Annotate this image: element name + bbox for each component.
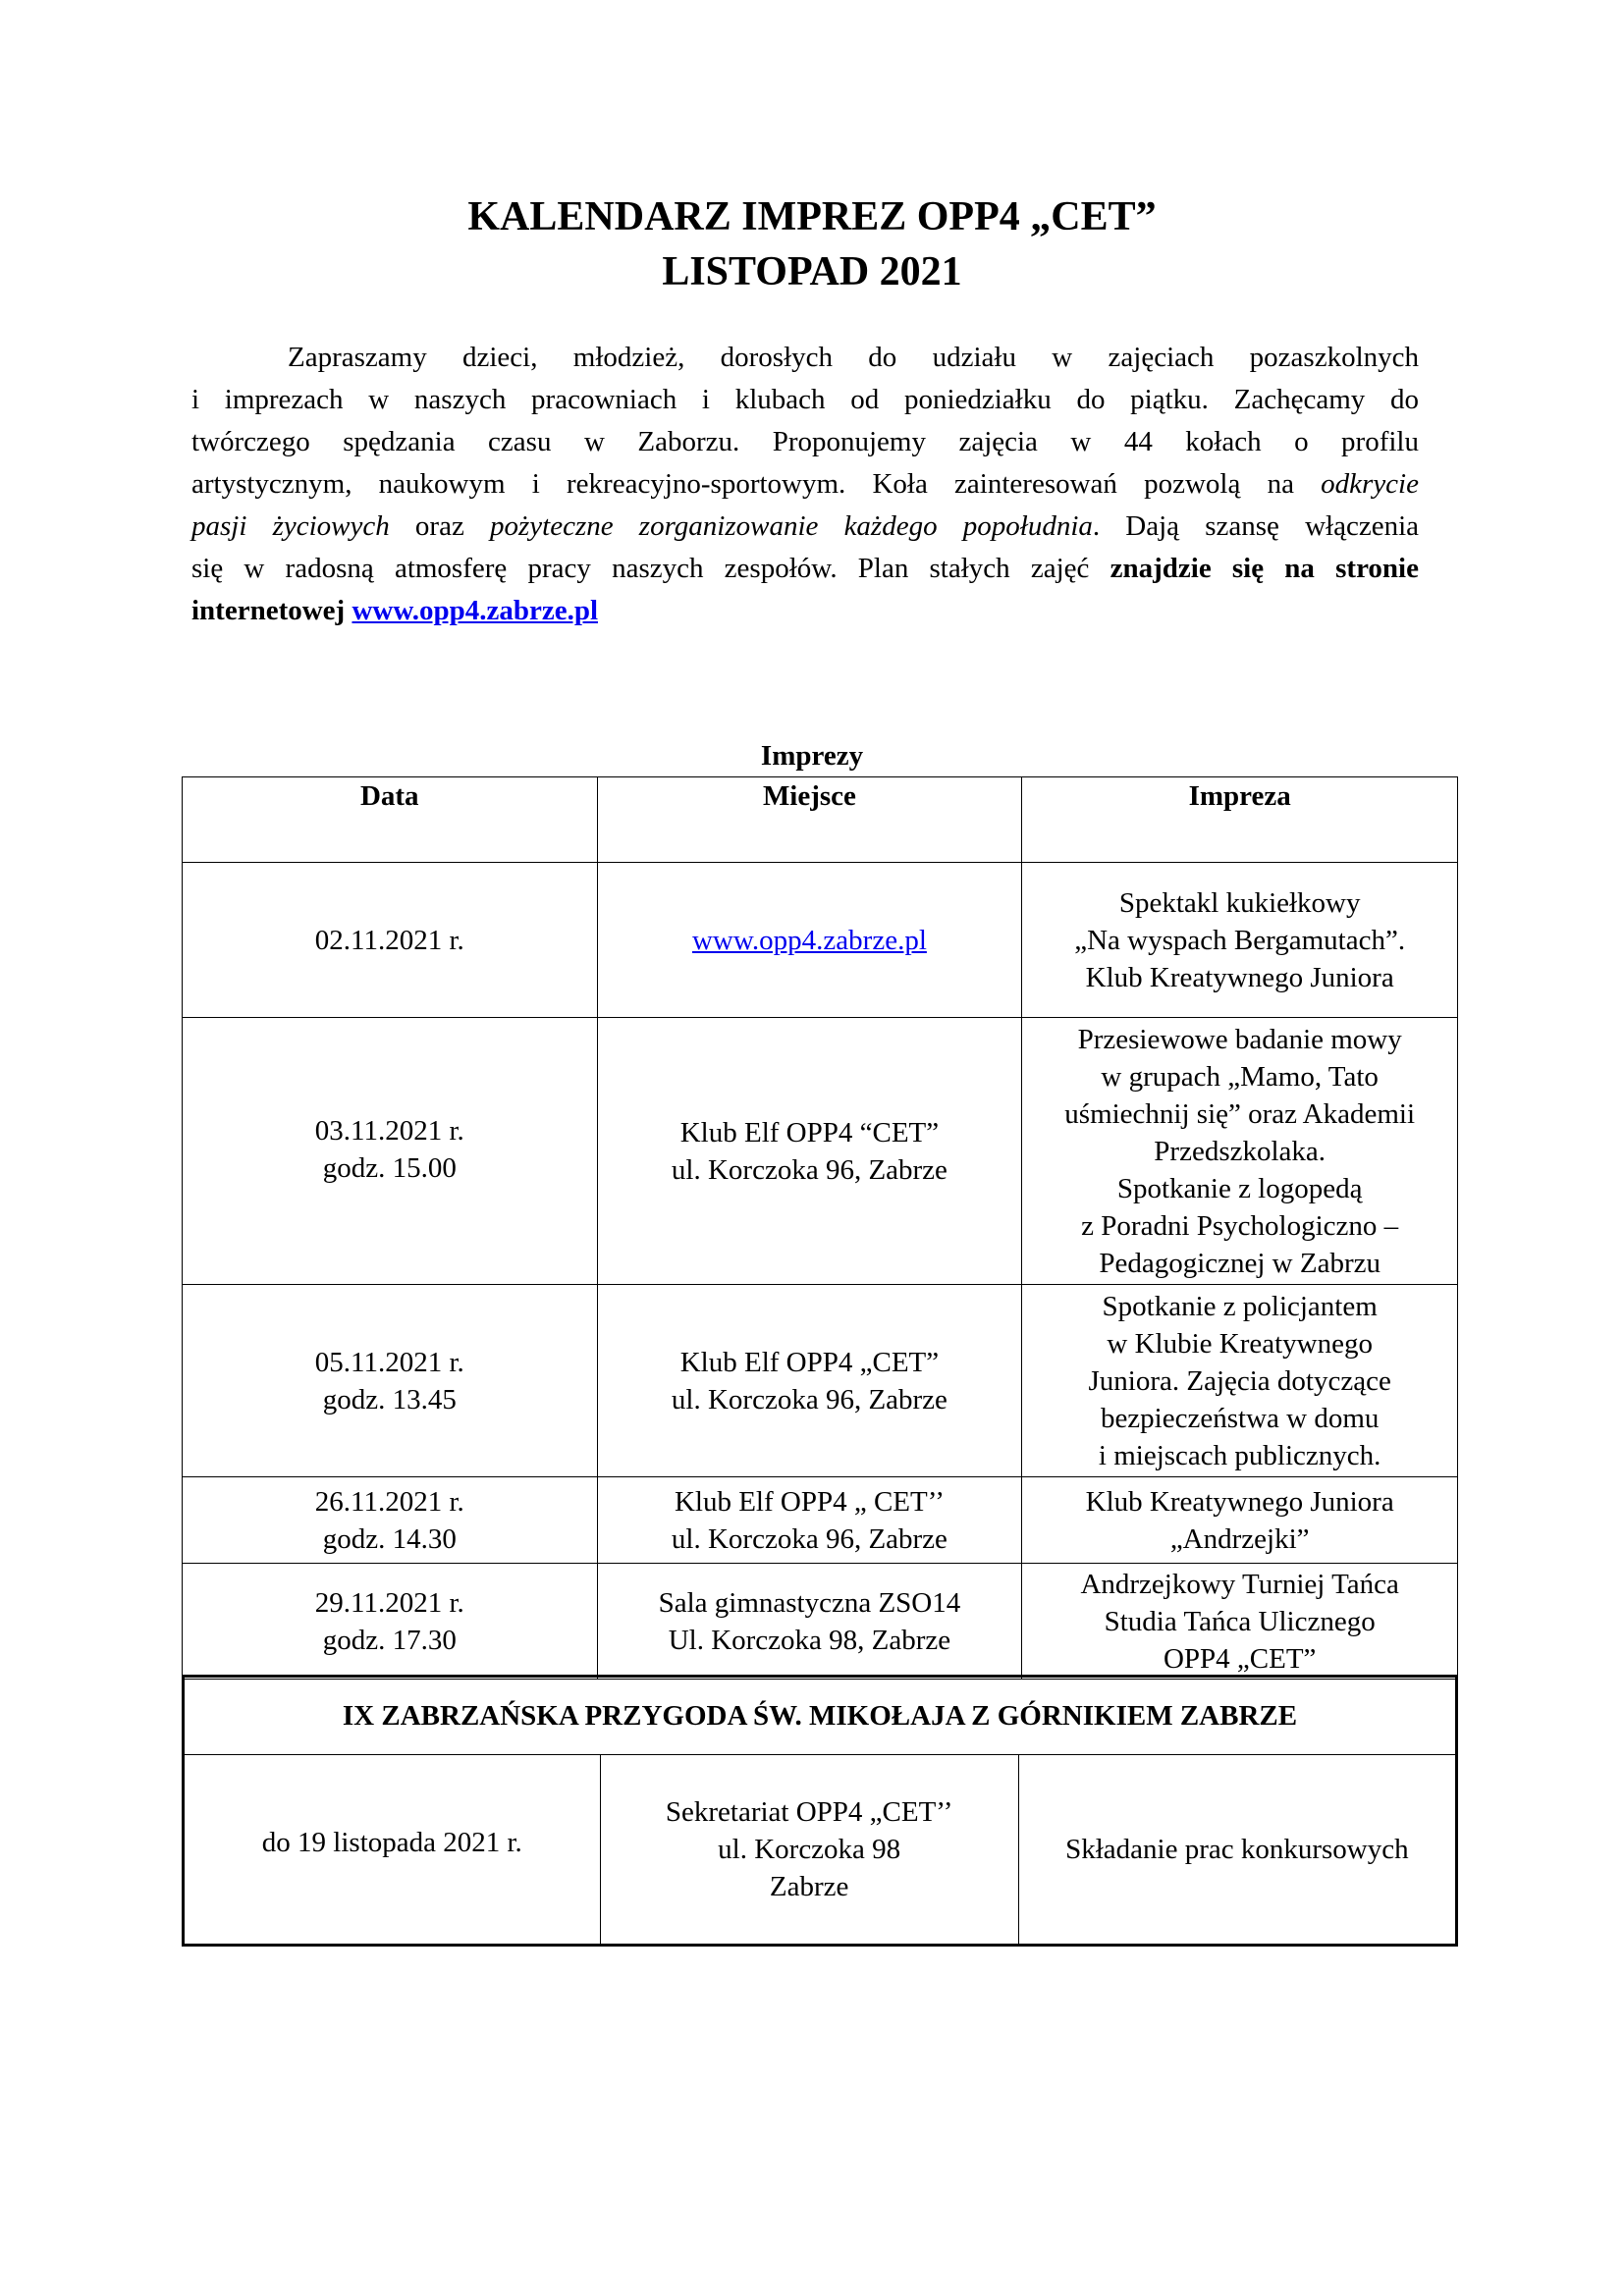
place-text: Klub Elf OPP4 „ CET’’ [674,1485,945,1518]
event-cell [1022,1477,1458,1564]
intro-text: się w radosną atmosferę pracy naszych zespołów. Plan stałych zajęć [191,553,1110,584]
place-text: Klub Elf OPP4 “CET” [679,1116,940,1148]
intro-line [191,421,1419,463]
date-text: 05.11.2021 r. [314,1346,464,1378]
event-text: Juniora. Zajęcia dotyczące [1088,1364,1391,1397]
date-text: 02.11.2021 r. [314,924,464,956]
table-row [183,1018,1458,1285]
place-cell [597,1285,1022,1477]
intro-bold: internetowej [191,595,352,626]
events-table [182,776,1458,1680]
place-cell [597,1477,1022,1564]
event-text: Klub Kreatywnego Juniora [1085,1485,1394,1518]
intro-line [191,506,1419,548]
address-text: ul. Korczoka 96, Zabrze [671,1153,947,1186]
header-place: Miejsce [597,777,1022,863]
event-text: z Poradni Psychologiczno – [1081,1209,1399,1242]
event-text: OPP4 „CET” [1163,1642,1317,1675]
intro-text: . Dają szansę włączenia [1092,510,1419,542]
event-text: Pedagogicznej w Zabrzu [1099,1247,1380,1279]
table-row [184,1755,1457,1946]
event-text: Spotkanie z policjantem [1102,1290,1378,1322]
intro-line [191,590,1419,632]
table-row [183,863,1458,1018]
intro-italic: pasji życiowych [191,510,390,542]
intro-text: Zapraszamy dzieci, młodzież, dorosłych do udziału w zajęciach pozaszkolnych [288,342,1419,373]
intro-line [191,337,1419,379]
event-text: „Andrzejki” [1169,1522,1310,1555]
event-text: Przedszkolaka. [1154,1135,1326,1167]
intro-line [191,548,1419,590]
header-event: Impreza [1022,777,1458,863]
place-text: Sala gimnastyczna ZSO14 [658,1586,961,1619]
intro-text: artystycznym, naukowym i rekreacyjno-sportowym. Koła zainteresowań pozwolą na [191,468,1322,500]
address-text: ul. Korczoka 96, Zabrze [671,1383,947,1415]
intro-text: twórczego spędzania czasu w Zaborzu. Proponujemy zajęcia w 44 kołach o profilu [191,426,1419,457]
event-text: bezpieczeństwa w domu [1100,1402,1380,1434]
intro-paragraph [191,337,1419,632]
intro-italic: odkrycie [1321,468,1419,500]
date-cell [183,1477,598,1564]
time-text: godz. 13.45 [322,1383,457,1415]
title-line-2: LISTOPAD 2021 [662,249,962,294]
event-text: Klub Kreatywnego Juniora [1085,961,1394,993]
event-text: i miejscach publicznych. [1098,1439,1381,1471]
time-text: godz. 17.30 [322,1624,457,1656]
event-text: Studia Tańca Ulicznego [1104,1605,1376,1637]
date-text: 26.11.2021 r. [314,1485,464,1518]
intro-line [191,379,1419,421]
special-banner: IX ZABRZAŃSKA PRZYGODA ŚW. MIKOŁAJA Z GÓRNIKIEM ZABRZE [184,1677,1457,1755]
place-cell [597,1564,1022,1680]
city-text: Zabrze [769,1871,849,1902]
event-text: Spektakl kukiełkowy [1118,886,1361,919]
place-cell [597,1018,1022,1285]
intro-text: oraz [389,510,490,542]
event-cell [1022,1018,1458,1285]
event-cell [1022,1285,1458,1477]
table-header-row [183,777,1458,863]
website-link[interactable]: www.opp4.zabrze.pl [352,595,599,626]
page-title [0,189,1624,299]
address-text: Ul. Korczoka 98, Zabrze [668,1624,951,1656]
date-text: 03.11.2021 r. [314,1115,464,1147]
table-row [183,1564,1458,1680]
intro-bold: znajdzie się na stronie [1110,553,1419,584]
special-banner-row [184,1677,1457,1755]
event-cell [1022,863,1458,1018]
intro-italic: pożyteczne zorganizowanie każdego popołudnia [490,510,1093,542]
date-cell [183,1285,598,1477]
title-line-1: KALENDARZ IMPREZ OPP4 „CET” [467,194,1157,240]
event-text: w grupach „Mamo, Tato [1101,1060,1379,1093]
event-cell: Składanie prac konkursowych [1018,1755,1456,1946]
event-cell [1022,1564,1458,1680]
date-text: 29.11.2021 r. [314,1586,464,1619]
intro-text: i imprezach w naszych pracowniach i klubach od poniedziałku do piątku. Zachęcamy do [191,384,1419,415]
special-event-table [182,1675,1458,1947]
event-text: Spotkanie z logopedą [1116,1172,1363,1204]
event-text: „Na wyspach Bergamutach”. [1074,924,1406,956]
address-text: ul. Korczoka 98 [718,1834,901,1865]
time-text: godz. 15.00 [322,1152,457,1184]
table-caption: Imprezy [760,740,864,772]
place-cell [600,1755,1018,1946]
date-cell [183,1018,598,1285]
intro-line [191,463,1419,506]
date-cell [183,1564,598,1680]
date-cell [183,863,598,1018]
event-text: Przesiewowe badanie mowy [1077,1023,1402,1055]
address-text: ul. Korczoka 96, Zabrze [671,1522,947,1555]
place-cell [597,863,1022,1018]
place-link[interactable]: www.opp4.zabrze.pl [691,924,927,956]
table-row [183,1285,1458,1477]
event-text: w Klubie Kreatywnego [1107,1327,1373,1360]
time-text: godz. 14.30 [322,1522,457,1555]
place-text: Sekretariat OPP4 „CET’’ [665,1796,953,1828]
table-row [183,1477,1458,1564]
place-text: Klub Elf OPP4 „CET” [679,1346,940,1378]
event-text: uśmiechnij się” oraz Akademii [1064,1097,1416,1130]
date-cell: do 19 listopada 2021 r. [184,1755,601,1946]
header-date: Data [183,777,598,863]
event-text: Andrzejkowy Turniej Tańca [1080,1568,1399,1600]
